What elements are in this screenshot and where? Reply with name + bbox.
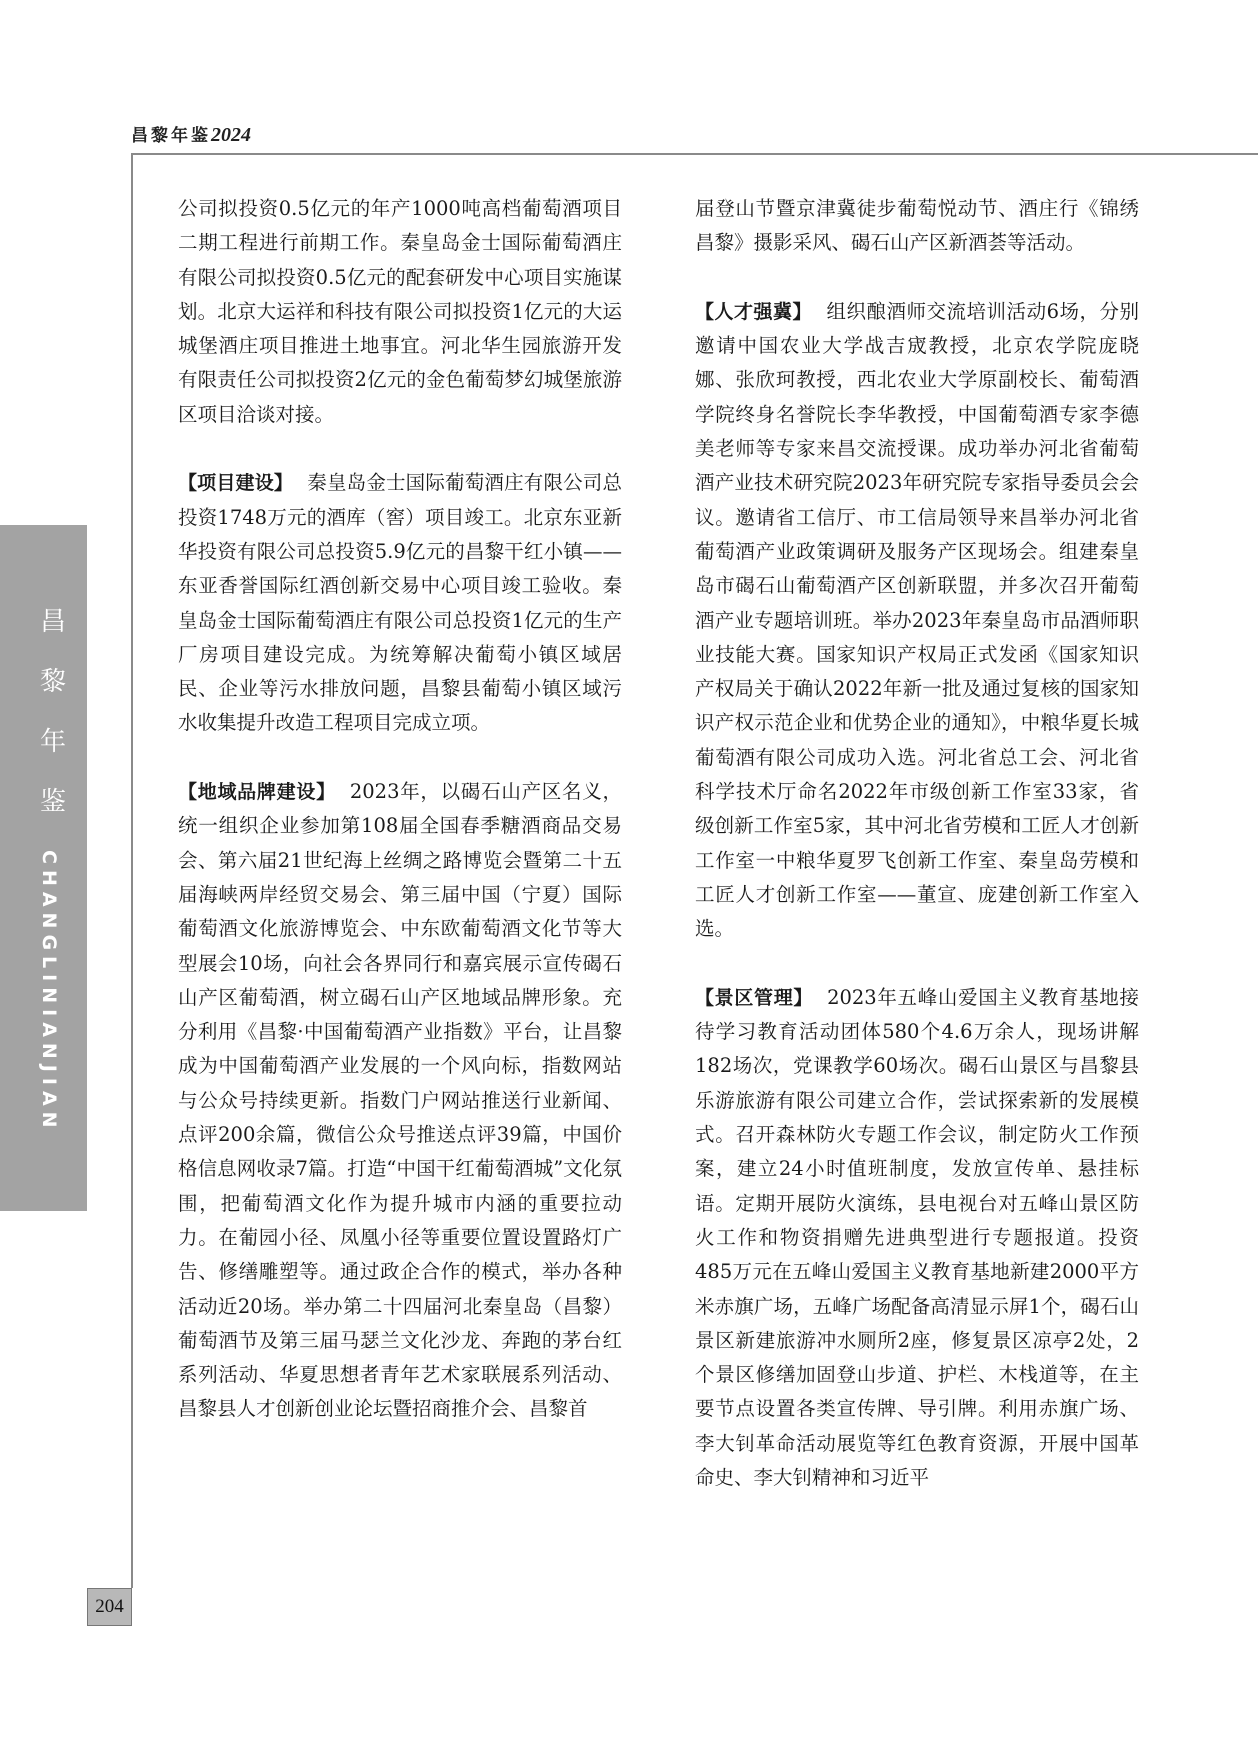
side-pinyin: CHANGLINIANJIAN [38,850,60,1134]
left-column [178,192,622,1427]
running-header [131,121,251,147]
section-heading: 【地域品牌建设】 [178,781,336,804]
right-column [695,192,1139,1495]
side-char: 鉴 [39,787,66,817]
section-heading: 【项目建设】 [178,472,294,495]
section-body: 2023年，以碣石山产区名义，统一组织企业参加第108届全国春季糖酒商品交易会、第六届21世纪海上丝绸之路博览会暨第二十五届海峡两岸经贸交易会、第三届中国（宁夏）国际葡萄酒文化旅游博览会、中东欧葡萄酒文化节等大型展会10场，向社会各界同行和嘉宾展示宣传碣石山产区葡萄酒，树立碣石山产区地域品牌形象。充分利用《昌黎·中国葡萄酒产业指数》平台，让昌黎成为中国葡萄酒产业发展的一个风向标，指数网站与公众号持续更新。指数门户网站推送行业新闻、点评200余篇，微信公众号推送点评39篇，中国价格信息网收录7篇。打造“中国干红葡萄酒城”文化氛围，把葡萄酒文化作为提升城市内涵的重要拉动力。在葡园小径、凤凰小径等重要位置设置路灯广告、修缮雕塑等。通过政企合作的模式，举办各种活动近20场。举办第二十四届河北秦皇岛（昌黎）葡萄酒节及第三届马瑟兰文化沙龙、奔跑的茅台红系列活动、华夏思想者青年艺术家联展系列活动、昌黎县人才创新创业论坛暨招商推介会、昌黎首 [178,780,622,1421]
paragraph: 公司拟投资0.5亿元的年产1000吨高档葡萄酒项目二期工程进行前期工作。秦皇岛金士国际葡萄酒庄有限公司拟投资0.5亿元的配套研发中心项目实施谋划。北京大运祥和科技有限公司拟投资1亿元的大运城堡酒庄项目推进土地事宜。河北华生园旅游开发有限责任公司拟投资2亿元的金色葡萄梦幻城堡旅游区项目洽谈对接。 [178,197,622,426]
side-char: 昌 [39,607,66,637]
section-body: 秦皇岛金士国际葡萄酒庄有限公司总投资1748万元的酒库（窖）项目竣工。北京东亚新华投资有限公司总投资5.9亿元的昌黎干红小镇——东亚香誉国际红酒创新交易中心项目竣工验收。秦皇岛金士国际葡萄酒庄有限公司总投资1亿元的生产厂房项目建设完成。为统筹解决葡萄小镇区域居民、企业等污水排放问题，昌黎县葡萄小镇区域污水收集提升改造工程项目完成立项。 [178,471,622,735]
page-number: 204 [87,1588,132,1626]
section-scenic-management [695,981,1139,1495]
paragraph: 届登山节暨京津冀徒步葡萄悦动节、酒庄行《锦绣昌黎》摄影采风、碣石山产区新酒荟等活动。 [695,197,1139,255]
side-char: 黎 [39,667,66,697]
frame-top-rule [132,153,1258,155]
side-char: 年 [39,727,66,757]
header-year: 2024 [211,124,251,146]
section-heading: 【景区管理】 [695,986,814,1009]
section-project-construction [178,466,622,740]
side-title-vertical [38,592,68,832]
section-body: 组织酿酒师交流培训活动6场，分别邀请中国农业大学战吉宬教授，北京农学院庞晓娜、张欣珂教授，西北农业大学原副校长、葡萄酒学院终身名誉院长李华教授，中国葡萄酒专家李德美老师等专家来昌交流授课。成功举办河北省葡萄酒产业技术研究院2023年研究院专家指导委员会会议。邀请省工信厅、市工信局领导来昌举办河北省葡萄酒产业政策调研及服务产区现场会。组建秦皇岛市碣石山葡萄酒产区创新联盟，并多次召开葡萄酒产业专题培训班。举办2023年秦皇岛市品酒师职业技能大赛。国家知识产权局正式发函《国家知识产权局关于确认2022年新一批及通过复核的国家知识产权示范企业和优势企业的通知》，中粮华夏长城葡萄酒有限公司成功入选。河北省总工会、河北省科学技术厅命名2022年市级创新工作室33家，省级创新工作室5家，其中河北省劳模和工匠人才创新工作室一中粮华夏罗飞创新工作室、秦皇岛劳模和工匠人才创新工作室——董宣、庞建创新工作室入选。 [695,299,1139,941]
section-heading: 【人才强冀】 [695,300,813,323]
header-title: 昌黎年鉴 [131,126,211,146]
section-regional-brand [178,775,622,1427]
frame-left-rule [131,153,133,1588]
section-talent [695,295,1139,947]
section-body: 2023年五峰山爱国主义教育基地接待学习教育活动团体580个4.6万余人，现场讲解182场次，党课教学60场次。碣石山景区与昌黎县乐游旅游有限公司建立合作，尝试探索新的发展模式。召开森林防火专题工作会议，制定防火工作预案，建立24小时值班制度，发放宣传单、悬挂标语。定期开展防火演练，县电视台对五峰山景区防火工作和物资捐赠先进典型进行专题报道。投资485万元在五峰山爱国主义教育基地新建2000平方米赤旗广场，五峰广场配备高清显示屏1个，碣石山景区新建旅游冲水厕所2座，修复景区凉亭2处，2个景区修缮加固登山步道、护栏、木栈道等，在主要节点设置各类宣传牌、导引牌。利用赤旗广场、李大钊革命活动展览等红色教育资源，开展中国革命史、李大钊精神和习近平 [695,985,1139,1489]
